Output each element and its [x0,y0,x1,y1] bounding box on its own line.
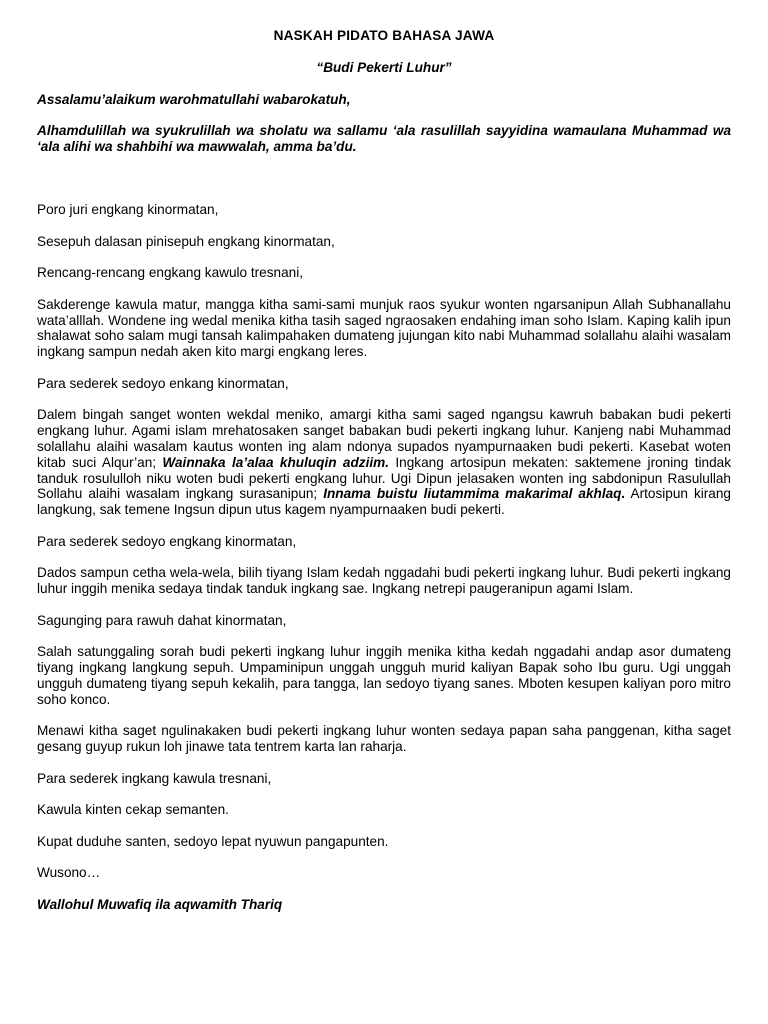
opening-praise: Alhamdulillah wa syukrulillah wa sholatu wa sallamu ‘ala rasulillah sayyidina wamaulana Muhammad wa ‘ala alihi wa shahbihi wa mawwalah, amma ba’du. [37,123,731,155]
paragraph-akhlak-part-b: Ingkang artosipun mekaten: saktemene jroning tindak tanduk rosululloh niku woten budi pekerti engkang luhur. Ugi Dipun jelasaken wonten ing sabdonipun Rasulullah Sollahu alaihi wasalam ingkang surasanipun; [37,454,732,502]
paragraph-akhlak-part-a: Dalem bingah sanget wonten wekdal meniko, amargi kitha sami saged ngangsu kawruh babakan budi pekerti engkang luhur. Agami islam mrehatosaken sanget babakan budi pekerti ingkang luhur. Kanjeng nabi Muhammad solallahu alaihi wasalam kautus wonten ing alam ndonya supados nyampurnaaken budi pekerti. Kasebat woten kitab suci Alqur’an; [37,407,731,470]
paragraph-humility: Salah satunggaling sorah budi pekerti ingkang luhur inggih menika kitha kedah nggadahi andap asor dumateng tiyang ingkang langkung sepuh. Umpaminipun unggah ungguh murid kaliyan Bapak soho Ibu guru. Ugi unggah ungguh dumateng tiyang sepuh kekalih, para tangga, lan sedoyo tiyang sanes. Mboten kesupen kaliyan poro mitro soho konco. [37,644,731,707]
closing-wusono: Wusono… [37,865,101,881]
paragraph-gratitude: Sakderenge kawula matur, mangga kitha sami-sami munjuk raos syukur wonten ngarsanipun Allah Subhanallahu wata’alllah. Wondene ing wedal menika kitha tasih saged ngraosaken endahing iman soho Islam. Kaping kalih ipun shalawat soho salam mugi tansah kalimpahaken dumateng jujungan kito nabi Muhammad solallahu alaihi wasalam ingkang sampun nedah aken kito margi engkang leres. [37,296,731,360]
greeting-jury: Poro juri engkang kinormatan, [37,201,219,217]
document-title: NASKAH PIDATO BAHASA JAWA [273,28,495,43]
document-page [37,28,731,913]
greeting-audience-2: Para sederek sedoyo engkang kinormatan, [37,533,297,549]
paragraph-akhlak [37,407,731,518]
greeting-audience-1: Para sederek sedoyo enkang kinormatan, [37,375,289,391]
hadith-quote: Innama buistu liutammima makarimal akhlaq. [323,486,626,502]
paragraph-akhlak-part-c: Artosipun kirang langkung, sak temene Ingsun dipun utus kagem nyampurnaaken budi pekerti. [37,486,731,518]
greeting-friends: Rencang-rencang engkang kawulo tresnani, [37,265,304,281]
closing-enough: Kawula kinten cekap semanten. [37,802,229,818]
greeting-audience-3: Sagunging para rawuh dahat kinormatan, [37,612,287,628]
document-subtitle: “Budi Pekerti Luhur” [316,59,452,75]
greeting-elders: Sesepuh dalasan pinisepuh engkang kinormatan, [37,233,335,249]
paragraph-harmony: Menawi kitha saget ngulinakaken budi pekerti ingkang luhur wonten sedaya papan saha panggenan, kitha saget gesang guyup rukun loh jinawe tata tentrem karta lan raharja. [37,723,731,755]
closing-apology: Kupat duduhe santen, sedoyo lepat nyuwun pangapunten. [37,833,389,849]
opening-salam: Assalamu’alaikum warohmatullahi wabarokatuh, [37,91,351,107]
quran-quote: Wainnaka la’alaa khuluqin adziim. [162,454,390,470]
paragraph-conclusion: Dados sampun cetha wela-wela, bilih tiyang Islam kedah nggadahi budi pekerti ingkang luhur. Budi pekerti ingkang luhur inggih menika sedaya tindak tanduk ingkang sae. Ingkang netrepi paugeranipun agami Islam. [37,565,731,597]
closing-prayer: Wallohul Muwafiq ila aqwamith Thariq [37,897,283,913]
greeting-audience-4: Para sederek ingkang kawula tresnani, [37,770,272,786]
